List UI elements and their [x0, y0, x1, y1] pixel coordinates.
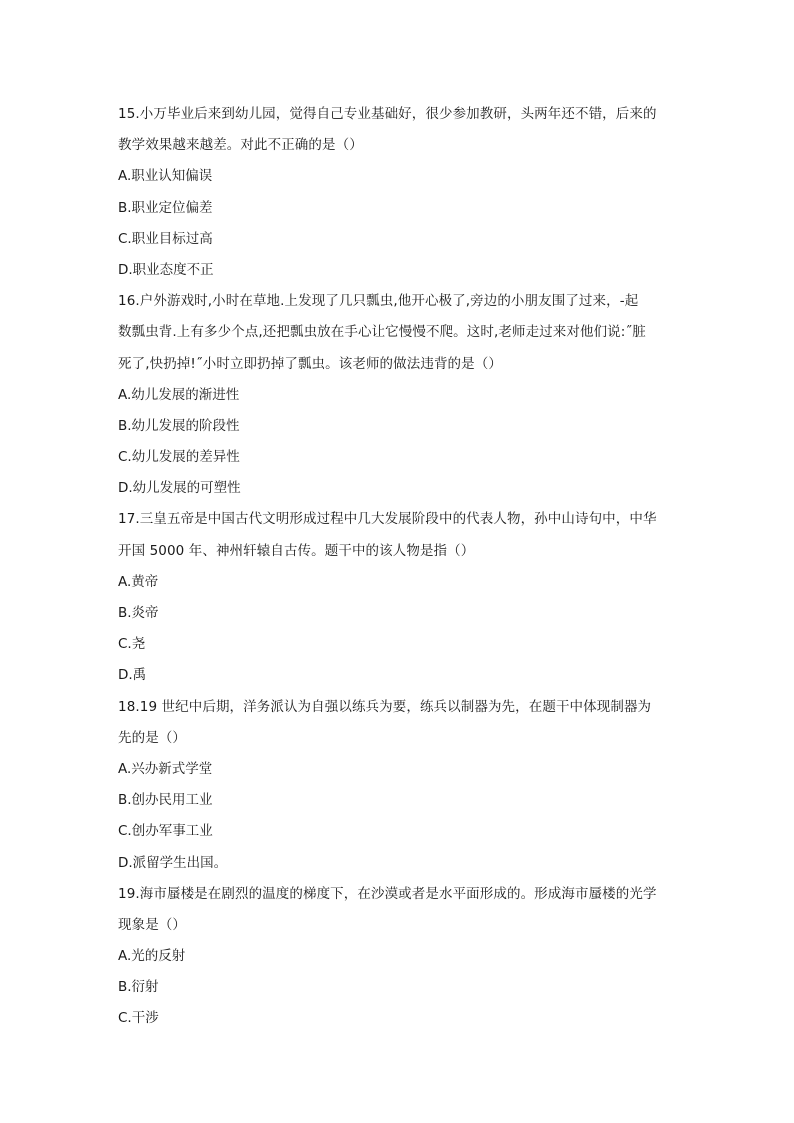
question-text-line: 先的是（） [118, 729, 186, 746]
answer-option: B.炎帝 [118, 605, 159, 621]
document-page [118, 99, 678, 1035]
question-19 [118, 879, 678, 1035]
question-18 [118, 692, 678, 879]
answer-option: C.尧 [118, 636, 146, 653]
answer-option: A.职业认知偏误 [118, 168, 213, 185]
answer-option: C.干涉 [118, 1010, 159, 1027]
answer-option: A.兴办新式学堂 [118, 760, 213, 777]
answer-option: D.职业态度不正 [118, 261, 214, 278]
question-16 [118, 286, 678, 504]
question-text-line: 18.19 世纪中后期，洋务派认为自强以练兵为要，练兵以制器为先，在题干中体现制器为 [118, 698, 652, 715]
answer-option: A.光的反射 [118, 948, 186, 965]
question-text-line: 教学效果越来越差。对此不正确的是（） [118, 137, 363, 154]
answer-option: D.派留学生出国。 [118, 854, 228, 871]
question-text-line: 17.三皇五帝是中国古代文明形成过程中几大发展阶段中的代表人物，孙中山诗句中，中华 [118, 511, 657, 528]
question-text-line: 现象是（） [118, 916, 186, 933]
answer-option: D.禹 [118, 667, 147, 684]
answer-option: C.职业目标过高 [118, 230, 213, 247]
answer-option: C.创办军事工业 [118, 823, 213, 840]
question-text-line: 死了,快扔掉!˝小时立即扔掉了瓢虫。该老师的做法违背的是（） [118, 355, 502, 372]
question-17 [118, 504, 678, 691]
answer-option: B.创办民用工业 [118, 792, 213, 809]
question-text-line: 19.海市蜃楼是在剧烈的温度的梯度下，在沙漠或者是水平面形成的。形成海市蜃楼的光学 [118, 885, 657, 902]
answer-option: C.幼儿发展的差异性 [118, 449, 240, 466]
answer-option: D.幼儿发展的可塑性 [118, 480, 241, 497]
answer-option: A.幼儿发展的渐进性 [118, 386, 240, 403]
question-text-line: 开国 5000 年、神州轩辕自古传。题干中的该人物是指（） [118, 542, 475, 559]
question-text-line: 16.户外游戏时,小时在草地.上发现了几只瓢虫,他开心极了,旁边的小朋友围了过来，-起 [118, 293, 639, 310]
answer-option: B.衍射 [118, 979, 159, 996]
answer-option: B.职业定位偏差 [118, 199, 213, 216]
answer-option: B.幼儿发展的阶段性 [118, 417, 240, 434]
question-text-line: 15.小万毕业后来到幼儿园，觉得自己专业基础好，很少参加教研，头两年还不错，后来的 [118, 106, 657, 122]
question-15 [118, 99, 678, 286]
answer-option: A.黄帝 [118, 573, 159, 590]
question-text-line: 数瓢虫背.上有多少个点,还把瓢虫放在手心让它慢慢不爬。这时,老师走过来对他们说:˝脏 [118, 324, 646, 341]
